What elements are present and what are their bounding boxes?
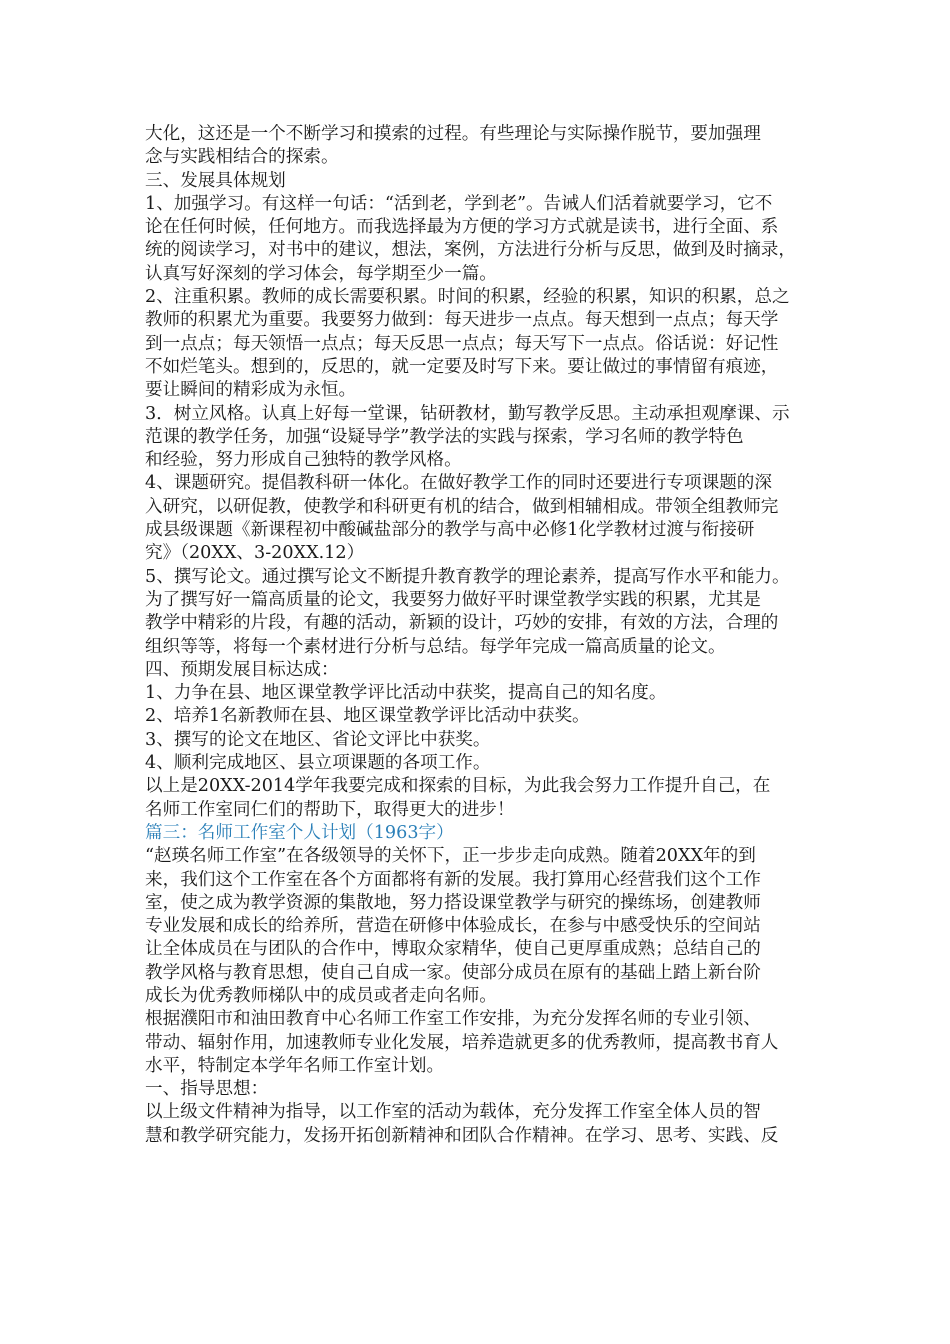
text-line: 教学中精彩的片段，有趣的活动，新颖的设计，巧妙的安排，有效的方法，合理的 <box>145 613 779 634</box>
text-line: 专业发展和成长的给养所，营造在研修中体验成长，在参与中感受快乐的空间站 <box>145 916 761 937</box>
text-line: 念与实践相结合的探索。 <box>145 147 339 168</box>
text-line: 和经验，努力形成自己独特的教学风格。 <box>145 450 462 471</box>
text-line: 教师的积累尤为重要。我要努力做到：每天进步一点点。每天想到一点点；每天学 <box>145 310 779 331</box>
text-line: 带动、辐射作用，加速教师专业化发展，培养造就更多的优秀教师，提高教书育人 <box>145 1032 779 1053</box>
article-heading <box>145 822 817 845</box>
text-line: 3、撰写的论文在地区、省论文评比中获奖。 <box>145 729 491 750</box>
text-line: 来，我们这个工作室在各个方面都将有新的发展。我打算用心经营我们这个工作 <box>145 869 761 890</box>
text-line: 水平，特制定本学年名师工作室计划。 <box>145 1055 445 1076</box>
text-line: 四、预期发展目标达成： <box>145 659 339 680</box>
text-line: 4、顺利完成地区、县立项课题的各项工作。 <box>145 753 491 774</box>
text-line: 大化，这还是一个不断学习和摸索的过程。有些理论与实际操作脱节，要加强理 <box>145 124 761 144</box>
text-line: 慧和教学研究能力，发扬开拓创新精神和团队合作精神。在学习、思考、实践、反 <box>145 1125 779 1146</box>
text-line: 教学风格与教育思想，使自己自成一家。使部分成员在原有的基础上踏上新台阶 <box>145 962 761 983</box>
text-line: 范课的教学任务，加强“设疑导学”教学法的实践与探索，学习名师的教学特色 <box>145 426 744 447</box>
text-line: 一、指导思想： <box>145 1079 269 1100</box>
text-line: 成县级课题《新课程初中酸碱盐部分的教学与高中必修1化学教材过渡与衔接研 <box>145 520 755 541</box>
text-line: 4、课题研究。提倡教科研一体化。在做好教学工作的同时还要进行专项课题的深 <box>145 473 772 494</box>
text-line: 入研究，以研促教，使教学和科研更有机的结合，做到相辅相成。带领全组教师完 <box>145 496 779 517</box>
text-line: 名师工作室同仁们的帮助下，取得更大的进步！ <box>145 799 515 820</box>
article-heading-link[interactable]: 篇三：名师工作室个人计划 <box>145 822 357 843</box>
text-line: 让全体成员在与团队的合作中，博取众家精华，使自己更厚重成熟；总结自己的 <box>145 939 761 960</box>
text-line: 成长为优秀教师梯队中的成员或者走向名师。 <box>145 985 497 1006</box>
document-body <box>145 123 817 1148</box>
text-line: 室，使之成为教学资源的集散地，努力搭设课堂教学与研究的操练场，创建教师 <box>145 892 761 913</box>
text-line: 不如烂笔头。想到的，反思的，就一定要及时写下来。要让做过的事情留有痕迹， <box>145 356 779 377</box>
text-line: 1、加强学习。有这样一句话：“活到老，学到老”。告诫人们活着就要学习，它不 <box>145 193 773 214</box>
section-before-heading <box>145 123 817 822</box>
text-line: 根据濮阳市和油田教育中心名师工作室工作安排，为充分发挥名师的专业引领、 <box>145 1009 761 1030</box>
text-line: 以上是20XX-2014学年我要完成和探索的目标，为此我会努力工作提升自己，在 <box>145 776 771 797</box>
text-line: 5、撰写论文。通过撰写论文不断提升教育教学的理论素养，提高写作水平和能力。 <box>145 566 790 587</box>
text-line: 3．树立风格。认真上好每一堂课，钻研教材，勤写教学反思。主动承担观摩课、示 <box>145 403 790 424</box>
text-line: 统的阅读学习，对书中的建议，想法，案例，方法进行分析与反思，做到及时摘录， <box>145 240 796 261</box>
text-line: 要让瞬间的精彩成为永恒。 <box>145 380 357 401</box>
text-line: 组织等等，将每一个素材进行分析与总结。每学年完成一篇高质量的论文。 <box>145 636 726 657</box>
section-after-heading <box>145 845 817 1148</box>
text-line: 论在任何时候，任何地方。而我选择最为方便的学习方式就是读书，进行全面、系 <box>145 217 779 238</box>
text-line: 到一点点；每天领悟一点点；每天反思一点点；每天写下一点点。俗话说：好记性 <box>145 333 779 354</box>
text-line: 1、力争在县、地区课堂教学评比活动中获奖，提高自己的知名度。 <box>145 683 667 704</box>
text-line: 2、注重积累。教师的成长需要积累。时间的积累，经验的积累，知识的积累，总之 <box>145 287 790 308</box>
text-line: 2、培养1名新教师在县、地区课堂教学评比活动中获奖。 <box>145 706 590 727</box>
text-line: 究》（20XX、3-20XX.12） <box>145 543 365 564</box>
text-line: “赵瑛名师工作室”在各级领导的关怀下，正一步步走向成熟。随着20XX年的到 <box>145 846 756 867</box>
text-line: 三、发展具体规划 <box>145 170 286 191</box>
text-line: 以上级文件精神为指导，以工作室的活动为载体，充分发挥工作室全体人员的智 <box>145 1102 761 1123</box>
word-count: （1963字） <box>356 822 454 843</box>
text-line: 为了撰写好一篇高质量的论文，我要努力做好平时课堂教学实践的积累，尤其是 <box>145 589 761 610</box>
text-line: 认真写好深刻的学习体会，每学期至少一篇。 <box>145 263 497 284</box>
